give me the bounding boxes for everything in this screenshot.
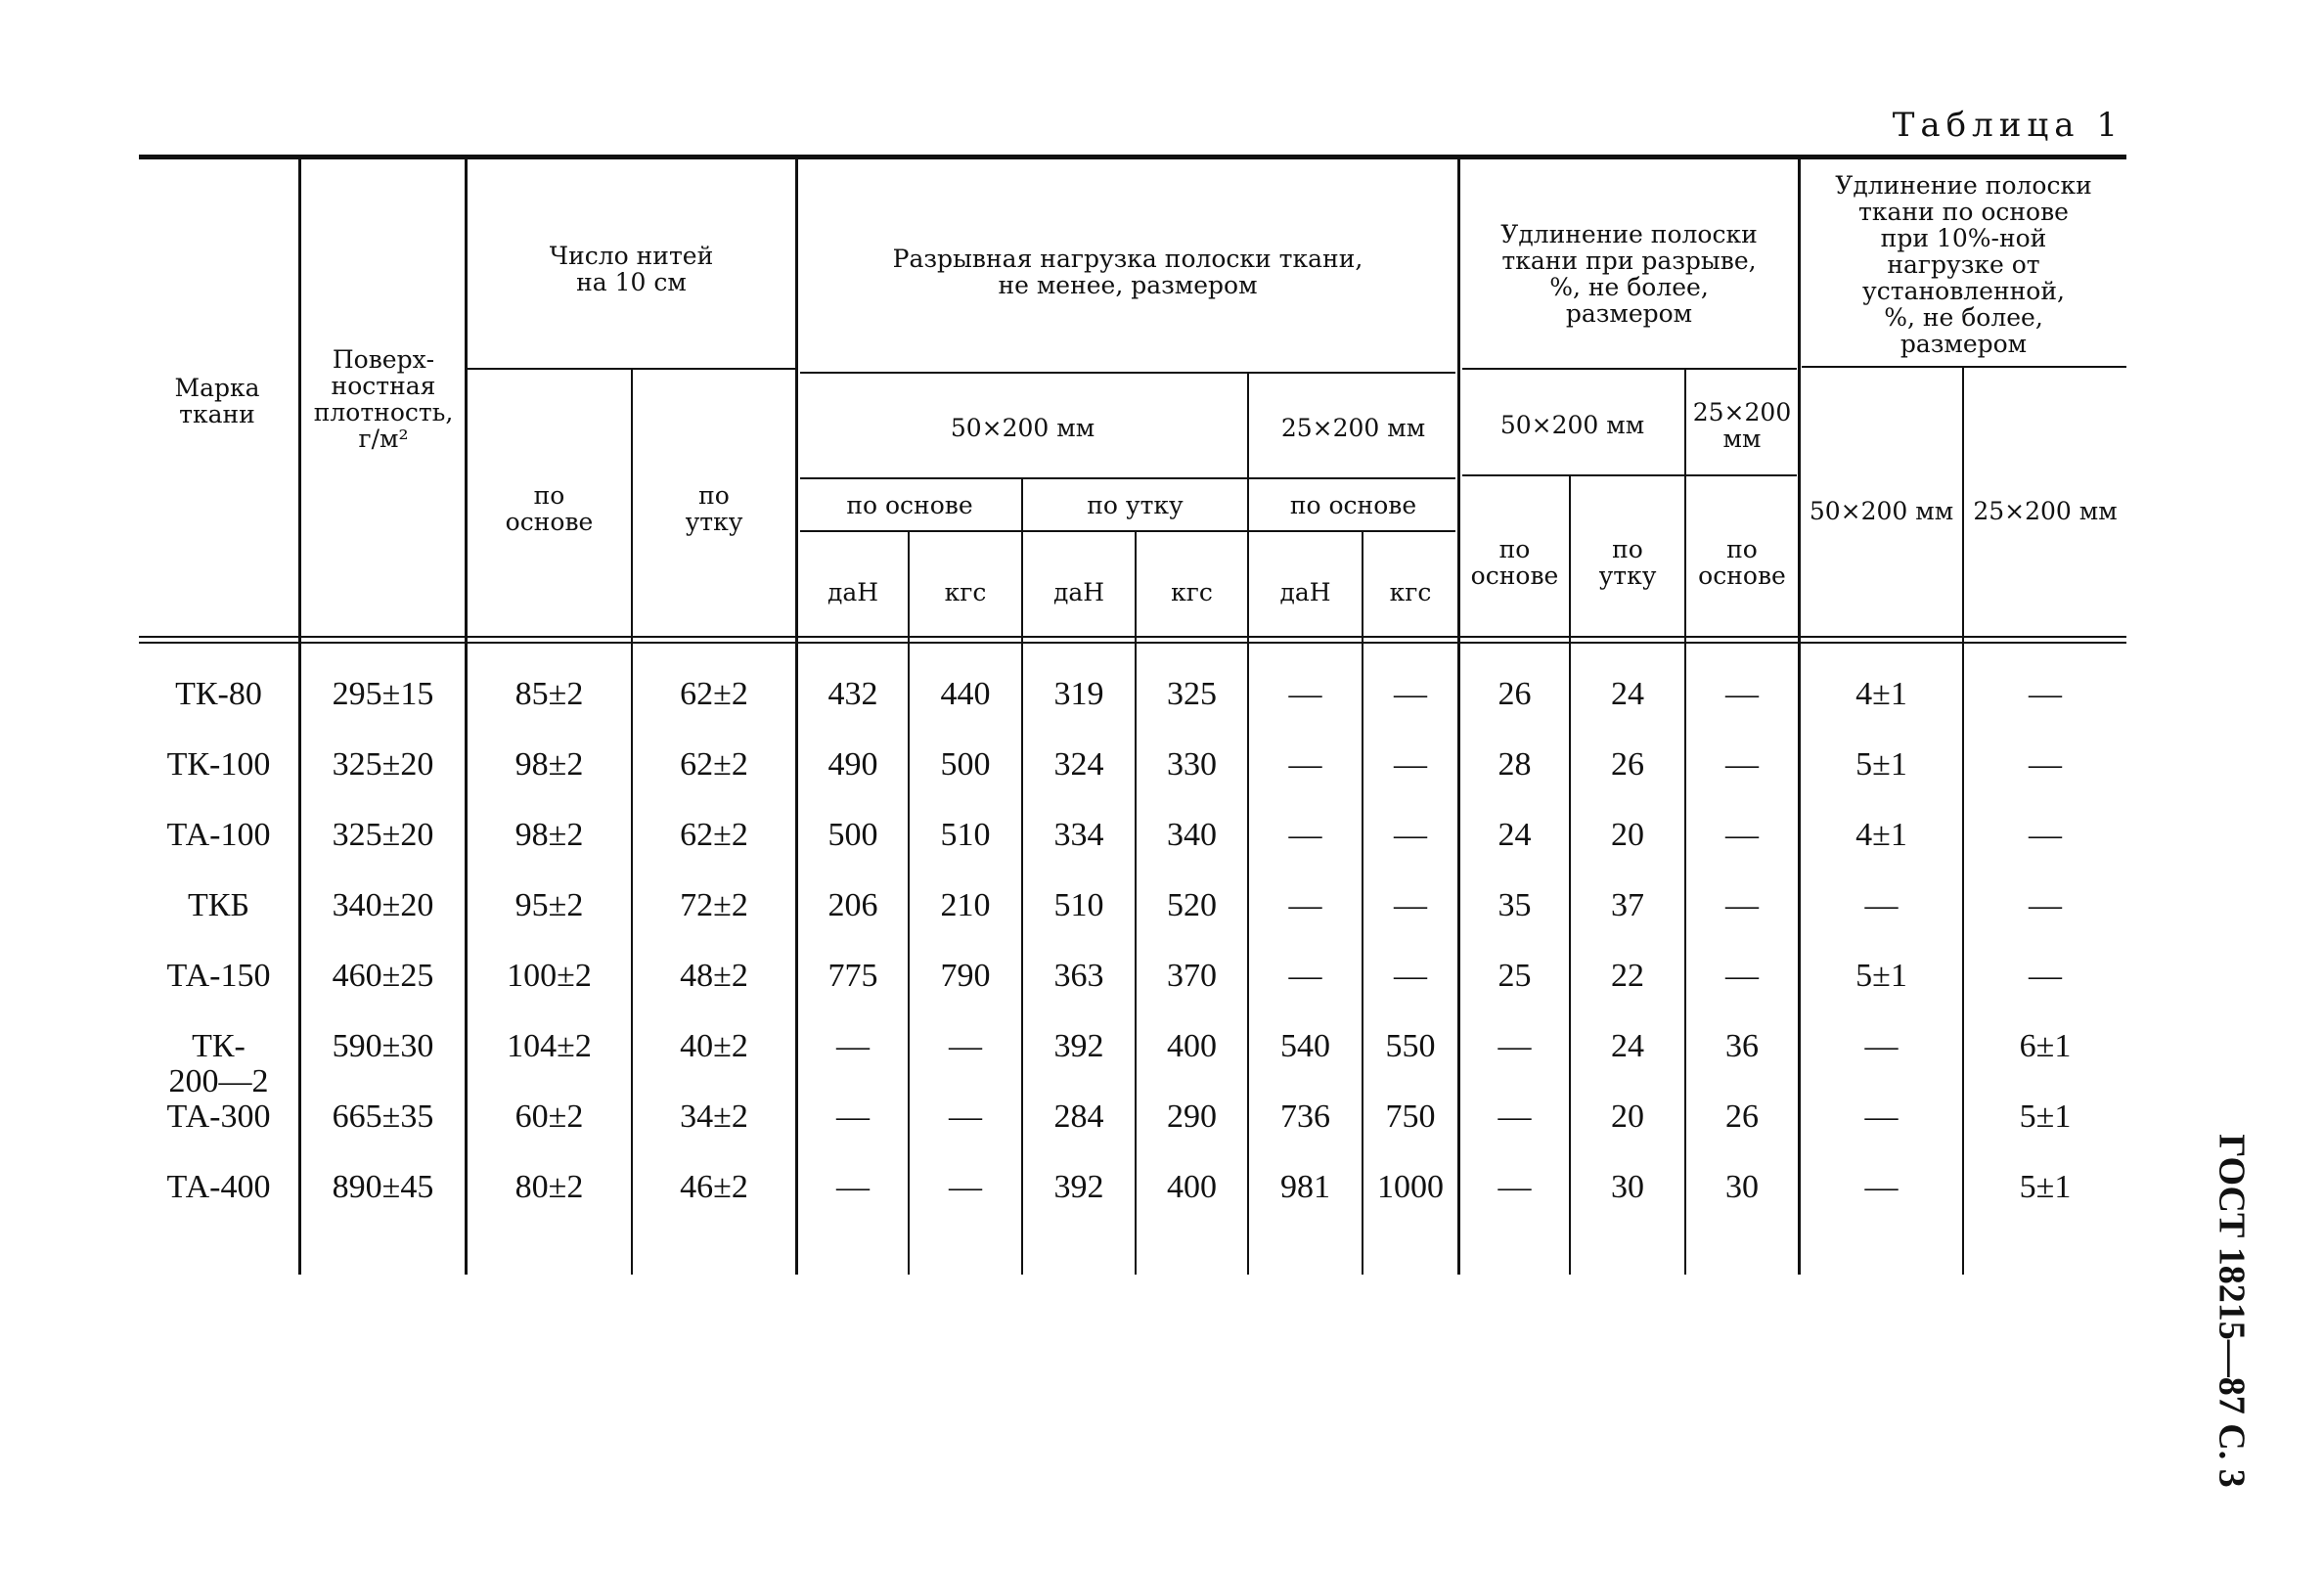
- table-cell: 210: [940, 887, 991, 923]
- header-elongation-weft: по утку: [1598, 535, 1657, 590]
- table-cell: 665±35: [332, 1098, 434, 1135]
- table-cell: —: [1288, 887, 1322, 923]
- header-elongation-load: Удлинение полоски ткани по основе при 10%-ной нагрузке от установленной, %, не более, размером: [1835, 170, 2092, 358]
- header-breaking-50-warp: по основе: [846, 490, 973, 519]
- table-cell: 400: [1167, 1169, 1217, 1205]
- header-unit-dan: даН: [1279, 577, 1331, 606]
- header-bottom-rule-2: [139, 642, 2126, 644]
- header-threads-weft: по утку: [685, 481, 743, 536]
- table-cell: 80±2: [514, 1169, 584, 1205]
- table-cell: 22: [1611, 958, 1644, 994]
- rule-elong-load: [1802, 366, 2126, 368]
- cell-brand: ТА-400: [166, 1169, 271, 1205]
- table-cell: 206: [827, 887, 878, 923]
- table-cell: —: [1725, 958, 1759, 994]
- table-cell: 370: [1167, 958, 1217, 994]
- cell-brand: ТА-100: [166, 817, 271, 853]
- table-cell: 1000: [1377, 1169, 1444, 1205]
- table-cell: 62±2: [680, 676, 748, 712]
- table-cell: —: [1497, 1028, 1532, 1064]
- rule-warp-weft: [800, 530, 1455, 532]
- table-cell: 500: [827, 817, 878, 853]
- table-cell: —: [2029, 958, 2062, 994]
- header-elongation-25x200: 25×200 мм: [1692, 398, 1792, 453]
- side-page-label: ГОСТ 18215—87 С. 3: [2212, 1134, 2254, 1488]
- table-cell: 750: [1385, 1098, 1436, 1135]
- table-cell: —: [1864, 1169, 1899, 1205]
- header-unit-dan: даН: [827, 577, 879, 606]
- table-cell: 28: [1497, 746, 1532, 783]
- table-cell: 400: [1167, 1028, 1217, 1064]
- table-cell: 25: [1497, 958, 1532, 994]
- table-cell: —: [836, 1098, 870, 1135]
- table-cell: 510: [1053, 887, 1104, 923]
- cell-brand: ТК-100: [166, 746, 271, 783]
- table-cell: 104±2: [507, 1028, 592, 1064]
- table-cell: 24: [1497, 817, 1532, 853]
- table-cell: —: [836, 1028, 870, 1064]
- header-elongation-warp: по основе: [1470, 535, 1559, 590]
- table-cell: —: [949, 1169, 982, 1205]
- header-unit-kgs: кгс: [1171, 577, 1213, 606]
- table-cell: 26: [1497, 676, 1532, 712]
- table-cell: 981: [1280, 1169, 1330, 1205]
- cell-brand: ТА-300: [166, 1098, 271, 1135]
- header-threads-warp: по основе: [505, 481, 594, 536]
- header-threads: Число нитей на 10 см: [549, 242, 714, 296]
- table-cell: 540: [1280, 1028, 1330, 1064]
- table-cell: 736: [1280, 1098, 1330, 1135]
- rule-size-sub: [800, 477, 1455, 479]
- table-caption: Таблица 1: [1892, 106, 2123, 145]
- header-breaking-50x200: 50×200 мм: [950, 414, 1095, 442]
- table-cell: 500: [940, 746, 991, 783]
- table-cell: —: [2029, 746, 2062, 783]
- table-cell: 790: [940, 958, 991, 994]
- table-cell: 340: [1167, 817, 1217, 853]
- table-cell: 34±2: [680, 1098, 748, 1135]
- table-cell: —: [2029, 817, 2062, 853]
- table-cell: 24: [1611, 676, 1644, 712]
- table-cell: 550: [1385, 1028, 1436, 1064]
- table-cell: —: [1497, 1098, 1532, 1135]
- table-cell: 26: [1611, 746, 1644, 783]
- header-breaking-50-weft: по утку: [1087, 490, 1184, 519]
- table-cell: —: [1497, 1169, 1532, 1205]
- header-elongation-break: Удлинение полоски ткани при разрыве, %, не более, размером: [1500, 220, 1758, 328]
- cell-brand: ТК-80: [175, 676, 262, 712]
- table-top-rule: [139, 155, 2126, 159]
- table-cell: 95±2: [514, 887, 584, 923]
- table-cell: 319: [1053, 676, 1104, 712]
- table-cell: 520: [1167, 887, 1217, 923]
- table-cell: —: [1864, 1028, 1899, 1064]
- header-unit-kgs: кгс: [944, 577, 987, 606]
- table-cell: 36: [1725, 1028, 1759, 1064]
- table-cell: —: [1288, 817, 1322, 853]
- table-cell: 20: [1611, 1098, 1644, 1135]
- table-cell: 100±2: [507, 958, 592, 994]
- rule-breaking: [800, 372, 1455, 374]
- rule-elong-break: [1462, 368, 1797, 370]
- table-cell: —: [949, 1098, 982, 1135]
- table-cell: 5±1: [2019, 1169, 2072, 1205]
- table-cell: —: [2029, 676, 2062, 712]
- table-cell: 330: [1167, 746, 1217, 783]
- table-cell: 5±1: [1855, 958, 1907, 994]
- table-cell: 62±2: [680, 817, 748, 853]
- cell-brand: ТК- 200—2: [168, 1028, 269, 1099]
- header-breaking-load: Разрывная нагрузка полоски ткани, не менее, размером: [892, 244, 1363, 299]
- cell-brand: ТА-150: [166, 958, 271, 994]
- header-load-50x200: 50×200 мм: [1809, 497, 1954, 525]
- cell-brand: ТКБ: [188, 887, 249, 923]
- table-cell: —: [1725, 817, 1759, 853]
- table-cell: —: [1394, 958, 1427, 994]
- table-cell: —: [1394, 887, 1427, 923]
- header-breaking-25x200: 25×200 мм: [1280, 414, 1426, 442]
- table-cell: 98±2: [514, 746, 584, 783]
- table-cell: 363: [1053, 958, 1104, 994]
- table-cell: 440: [940, 676, 991, 712]
- header-unit-kgs: кгс: [1389, 577, 1432, 606]
- table-cell: —: [1288, 746, 1322, 783]
- table-cell: —: [1725, 887, 1759, 923]
- table-cell: —: [1864, 887, 1899, 923]
- table-cell: 392: [1053, 1169, 1104, 1205]
- table-cell: —: [2029, 887, 2062, 923]
- table-cell: 392: [1053, 1028, 1104, 1064]
- table-cell: 37: [1611, 887, 1644, 923]
- table-cell: 6±1: [2019, 1028, 2072, 1064]
- table-cell: 510: [940, 817, 991, 853]
- table-cell: 48±2: [680, 958, 748, 994]
- table-cell: 325±20: [332, 817, 434, 853]
- header-density: Поверх- ностная плотность, г/м²: [313, 345, 454, 453]
- table-cell: 325: [1167, 676, 1217, 712]
- table-cell: —: [1394, 817, 1427, 853]
- table-cell: —: [836, 1169, 870, 1205]
- table-cell: —: [1394, 746, 1427, 783]
- table-cell: 590±30: [332, 1028, 434, 1064]
- table-cell: 24: [1611, 1028, 1644, 1064]
- table-cell: 4±1: [1855, 676, 1907, 712]
- header-elongation-25-warp: по основе: [1698, 535, 1786, 590]
- table-cell: —: [949, 1028, 982, 1064]
- header-brand: Марка ткани: [174, 374, 260, 428]
- table-cell: 62±2: [680, 746, 748, 783]
- table-cell: 890±45: [332, 1169, 434, 1205]
- table-cell: 432: [827, 676, 878, 712]
- table-cell: 98±2: [514, 817, 584, 853]
- table-cell: —: [1288, 958, 1322, 994]
- table-cell: —: [1864, 1098, 1899, 1135]
- table-cell: 26: [1725, 1098, 1759, 1135]
- table-cell: 490: [827, 746, 878, 783]
- table-cell: 334: [1053, 817, 1104, 853]
- table-cell: 46±2: [680, 1169, 748, 1205]
- table-cell: 324: [1053, 746, 1104, 783]
- header-load-25x200: 25×200 мм: [1973, 497, 2118, 525]
- col-rule: [1569, 476, 1571, 1275]
- header-breaking-25-warp: по основе: [1289, 490, 1417, 519]
- table-cell: 5±1: [2019, 1098, 2072, 1135]
- table-cell: —: [1725, 676, 1759, 712]
- table-cell: 4±1: [1855, 817, 1907, 853]
- table-cell: 284: [1053, 1098, 1104, 1135]
- table-cell: 295±15: [332, 676, 434, 712]
- table-cell: 5±1: [1855, 746, 1907, 783]
- table-cell: 460±25: [332, 958, 434, 994]
- table-cell: 35: [1497, 887, 1532, 923]
- header-bottom-rule-1: [139, 636, 2126, 638]
- table-cell: 325±20: [332, 746, 434, 783]
- table-cell: 72±2: [680, 887, 748, 923]
- table-cell: 30: [1611, 1169, 1644, 1205]
- table-cell: 40±2: [680, 1028, 748, 1064]
- table-cell: —: [1725, 746, 1759, 783]
- table-cell: 775: [827, 958, 878, 994]
- table-cell: —: [1394, 676, 1427, 712]
- table-cell: 20: [1611, 817, 1644, 853]
- table-cell: 30: [1725, 1169, 1759, 1205]
- header-unit-dan: даН: [1052, 577, 1105, 606]
- table-cell: 340±20: [332, 887, 434, 923]
- table-cell: 60±2: [514, 1098, 584, 1135]
- table-cell: 85±2: [514, 676, 584, 712]
- table-cell: —: [1288, 676, 1322, 712]
- rule-elong-sub: [1462, 474, 1797, 476]
- header-elongation-50x200: 50×200 мм: [1499, 411, 1645, 439]
- table-cell: 290: [1167, 1098, 1217, 1135]
